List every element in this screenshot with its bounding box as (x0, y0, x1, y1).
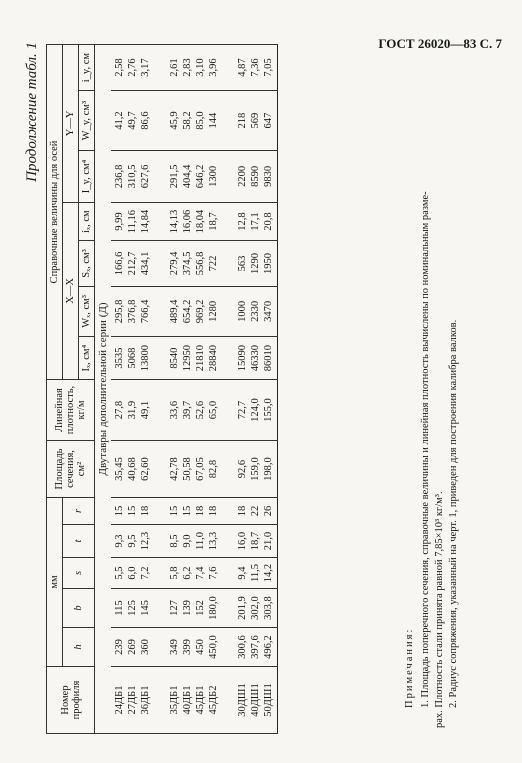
continuation-title: Продолжение табл. 1 (24, 42, 40, 182)
cell-area: 42,78 50,58 67,05 82,8 (166, 441, 222, 498)
header-reference-values: Справочные величины для осей (47, 45, 63, 380)
notes-title: Примечания: (404, 627, 415, 708)
header-ix: iₓ, см (79, 202, 95, 241)
cell-area: 92,6 159,0 198,0 (234, 441, 278, 498)
cell-Wy: 218 569 647 (234, 91, 278, 151)
cell-Ix: 3535 5068 13800 (111, 337, 154, 380)
table-row-group (111, 45, 154, 734)
header-Wy: W_y, см³ (79, 91, 95, 151)
table-body (95, 45, 278, 734)
cell-h: 300,6 397,6 496,2 (234, 628, 278, 667)
cell-Iy: 236,8 310,5 627,6 (111, 151, 154, 203)
header-Wx: Wₓ, см³ (79, 286, 95, 337)
cell-ix: 12,8 17,1 20,8 (234, 202, 278, 241)
cell-ix: 9,99 11,16 14,84 (111, 202, 154, 241)
header-b: b (63, 589, 95, 628)
cell-area: 35,45 40,68 62,60 (111, 441, 154, 498)
cell-Ix: 15090 46330 86010 (234, 337, 278, 380)
cell-b: 115 125 145 (111, 589, 154, 628)
cell-t: 8,5 9,0 11,0 13,3 (166, 525, 222, 558)
header-profile-number: Номер профиля (47, 667, 95, 734)
cell-r: 15 15 18 18 (166, 498, 222, 525)
cell-r: 15 15 18 (111, 498, 154, 525)
cell-Wx: 295,8 376,8 766,4 (111, 286, 154, 337)
cell-Wy: 41,2 49,7 86,6 (111, 91, 154, 151)
profile-table (46, 44, 278, 734)
header-Iy: I_y, см⁴ (79, 151, 95, 203)
note-2: 2. Радиус сопряжения, указанный на черт. 1, приведен для построения калибра валков. (448, 319, 459, 708)
notes-section (403, 48, 461, 728)
cell-profile: 35ДБ1 40ДБ1 45ДБ1 45ДБ2 (166, 667, 222, 734)
cell-t: 16,0 18,7 21,0 (234, 525, 278, 558)
cell-h: 349 399 450 450,0 (166, 628, 222, 667)
row-spacer (222, 45, 234, 734)
cell-Wx: 1000 2330 3470 (234, 286, 278, 337)
table-row-group (234, 45, 278, 734)
table-header (47, 45, 95, 734)
header-t: t (63, 525, 95, 558)
header-h: h (63, 628, 95, 667)
cell-b: 201,9 302,0 303,8 (234, 589, 278, 628)
cell-Iy: 291,5 404,4 646,2 1300 (166, 151, 222, 203)
cell-profile: 24ДБ1 27ДБ1 36ДБ1 (111, 667, 154, 734)
page-header: ГОСТ 26020—83 С. 7 (378, 36, 502, 51)
row-spacer (154, 45, 166, 734)
table-row-group (166, 45, 222, 734)
cell-Wy: 45,9 58,2 85,0 144 (166, 91, 222, 151)
cell-s: 5,5 6,0 7,2 (111, 558, 154, 589)
header-axis-y: Y—Y (63, 45, 79, 203)
note-1-line-2: рах. Плотность стали принята равной 7,85×10³ кг/м³. (434, 491, 445, 728)
series-title: Двутавры дополнительной серии (Д) (95, 45, 112, 734)
header-axis-x: X—X (63, 202, 79, 379)
cell-density: 33,6 39,7 52,6 65,0 (166, 380, 222, 441)
header-linear-density: Линейная плотность, кг/м (47, 380, 95, 441)
header-r: r (63, 498, 95, 525)
header-area: Площадь сечения, см² (47, 441, 95, 498)
header-Sx: Sₓ, см³ (79, 241, 95, 286)
cell-Sx: 166,6 212,7 434,1 (111, 241, 154, 286)
cell-profile: 30ДШ1 40ДШ1 50ДШ1 (234, 667, 278, 734)
series-title-row (95, 45, 112, 734)
cell-iy: 2,58 2,76 3,17 (111, 45, 154, 91)
header-Ix: Iₓ, см⁴ (79, 337, 95, 380)
cell-Sx: 279,4 374,5 556,8 722 (166, 241, 222, 286)
header-s: s (63, 558, 95, 589)
cell-b: 127 139 152 180,0 (166, 589, 222, 628)
cell-h: 239 269 360 (111, 628, 154, 667)
header-iy: i_y, см (79, 45, 95, 91)
cell-s: 9,4 11,5 14,2 (234, 558, 278, 589)
cell-Ix: 8540 12950 21810 28840 (166, 337, 222, 380)
note-1-line-1: 1. Площадь поперечного сечения, справочные величины и линейная плотность вычислены по номинальным разме- (420, 191, 431, 708)
cell-Iy: 2200 8590 9830 (234, 151, 278, 203)
cell-density: 72,7 124,0 155,0 (234, 380, 278, 441)
cell-Wx: 489,4 654,2 969,2 1280 (166, 286, 222, 337)
rotated-page-content (20, 38, 490, 738)
cell-ix: 14,13 16,06 18,04 18,7 (166, 202, 222, 241)
cell-density: 27,8 31,9 49,1 (111, 380, 154, 441)
cell-iy: 4,87 7,36 7,05 (234, 45, 278, 91)
cell-iy: 2,61 2,83 3,10 3,96 (166, 45, 222, 91)
header-mm: мм (47, 498, 63, 667)
cell-s: 5,8 6,2 7,4 7,6 (166, 558, 222, 589)
cell-t: 9,3 9,5 12,3 (111, 525, 154, 558)
cell-r: 18 22 26 (234, 498, 278, 525)
cell-Sx: 563 1290 1950 (234, 241, 278, 286)
